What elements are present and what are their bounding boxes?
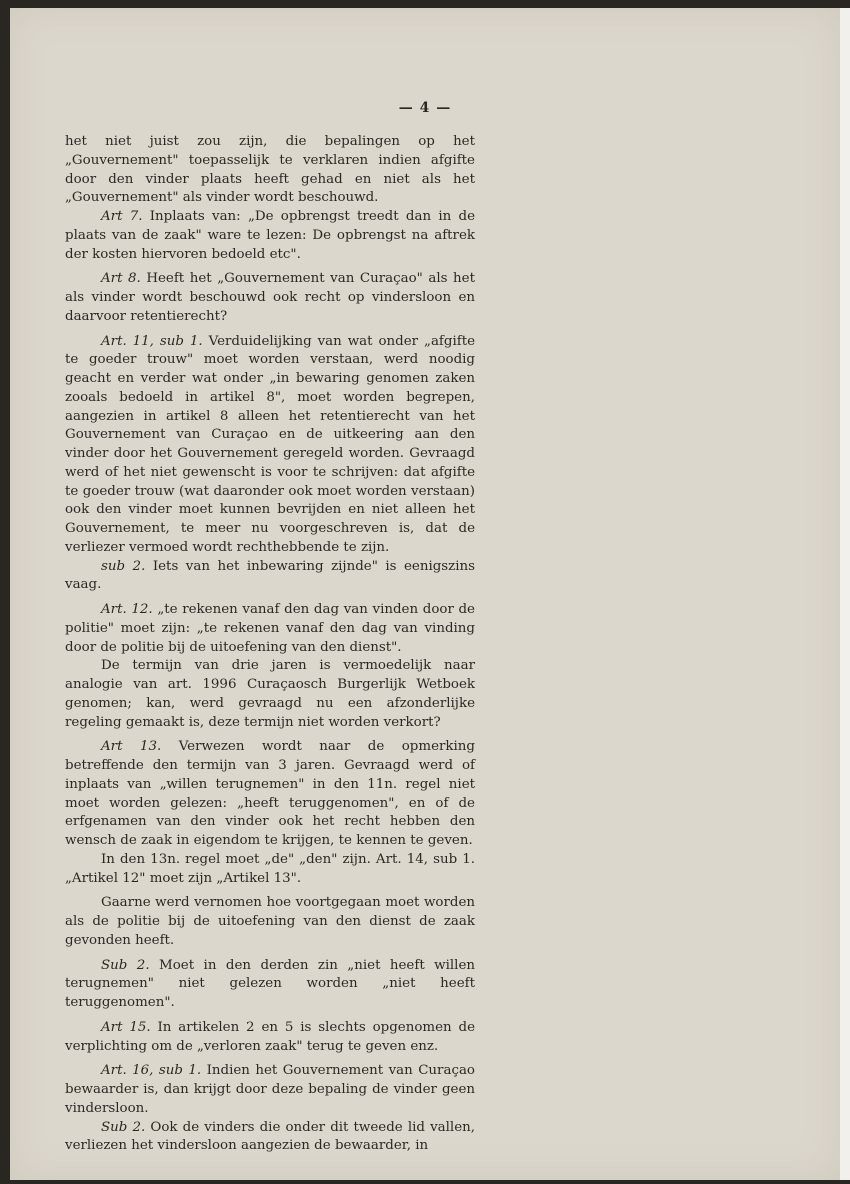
paragraph-art-15 (65, 1019, 475, 1057)
article-label: Art 7. (101, 209, 143, 224)
paragraph-sub-2-terugnemen (65, 957, 475, 1013)
article-label: Art. 12. (101, 602, 153, 617)
page-number: — 4 — (398, 100, 452, 116)
paragraph-art-11 (65, 333, 475, 558)
article-label: Sub 2. (101, 1119, 146, 1135)
paragraph-art-7 (65, 208, 475, 264)
paragraph-text: het niet juist zou zijn, die bepalingen op het „Gouvernement" toepasselijk te verklaren indien afgifte door den vinder plaats heeft gehad en niet als het „Gouvernement" als vinder wordt beschouwd. (65, 134, 475, 206)
paragraph-1 (65, 133, 475, 208)
paragraph-text: Gaarne werd vernomen hoe voortgegaan moet worden als de politie bij de uitoefening van den dienst de zaak gevonden heeft. (65, 895, 475, 948)
paragraph-art-12 (65, 601, 475, 657)
article-label: Art 13. (101, 739, 162, 755)
paragraph-text: Iets van het inbewaring zijnde" is eenigszins vaag. (65, 558, 476, 593)
article-label: Art. 16, sub 1. (101, 1063, 202, 1079)
paragraph-text: Verduidelijking van wat onder „afgifte te goeder trouw" moet worden verstaan, werd noodig geacht en verder wat onder „in bewaring genomen zaken zooals bedoeld in artikel 8", moet worden begrepen, aangezien in artikel 8 alleen het retentierecht van het Gouvernement van Curaçao en de uitkeering aan den vinder door het Gouvernement geregeld worden. Gevraagd werd of het niet gewenscht is voor te schrijven: dat afgifte te goeder trouw (wat daaronder ook moet worden verstaan) ook den vinder moet kunnen bevrijden en niet alleen het Gouvernement, te meer nu voorgeschreven is, dat de verliezer vermoed wordt rechthebbende te zijn. (65, 333, 476, 555)
paragraph-text: Moet in den derden zin „niet heeft willen terugnemen" niet gelezen worden „niet heeft teruggenomen". (65, 957, 475, 1010)
article-label: Art 15. (101, 1019, 151, 1035)
paragraph-termijn (65, 657, 475, 732)
paragraph-text: „te rekenen vanaf den dag van vinden door de politie" moet zijn: „te rekenen vanaf den dag van vinding door de politie bij de uitoefening van den dienst". (65, 602, 475, 655)
paragraph-art-8 (65, 270, 475, 326)
article-label: Art. 11, sub 1. (101, 333, 203, 349)
paragraph-text: Verwezen wordt naar de opmerking betreffende den termijn van 3 jaren. Gevraagd werd of inplaats van „willen terugnemen" in den 11n. regel niet moet worden gelezen: „heeft teruggenomen", en of de erfgenamen van den vinder ook het recht hebben den wensch de zaak in eigendom te krijgen, te kennen te geven. (65, 739, 475, 848)
document-page (10, 8, 840, 1180)
paragraph-art-14 (65, 851, 475, 889)
paragraph-sub-2-vinders (65, 1119, 475, 1157)
body-text (65, 133, 475, 1156)
paragraph-text: Inplaats van: „De opbrengst treedt dan in de plaats van de zaak" ware te lezen: De opbrengst na aftrek der kosten hiervoren bedoeld etc". (65, 209, 475, 262)
article-label: Sub 2. (101, 957, 150, 973)
article-label: Art 8. (101, 271, 141, 287)
paragraph-art-13 (65, 738, 475, 851)
paragraph-text: De termijn van drie jaren is vermoedelijk naar analogie van art. 1996 Curaçaosch Burgerlijk Wetboek genomen; kan, werd gevraagd nu een afzonderlijke regeling gemaakt is, deze termijn niet worden verkort? (65, 658, 475, 730)
paragraph-text: In den 13n. regel moet „de" „den" zijn. Art. 14, sub 1. „Artikel 12" moet zijn „Artikel 13". (65, 851, 475, 886)
paragraph-text: Indien het Gouvernement van Curaçao bewaarder is, dan krijgt door deze bepaling de vinder geen vindersloon. (65, 1063, 475, 1116)
paragraph-text: Ook de vinders die onder dit tweede lid vallen, verliezen het vindersloon aangezien de bewaarder, in (65, 1119, 476, 1154)
scan-edge (840, 8, 850, 1180)
paragraph-text: In artikelen 2 en 5 is slechts opgenomen de verplichting om de „verloren zaak" terug te geven enz. (65, 1019, 476, 1054)
paragraph-art-16 (65, 1062, 475, 1118)
paragraph-art-11-sub-2 (65, 558, 475, 596)
article-label: sub 2. (101, 558, 146, 574)
paragraph-politie (65, 894, 475, 950)
paragraph-text: Heeft het „Gouvernement van Curaçao" als het als vinder wordt beschouwd ook recht op vindersloon en daarvoor retentierecht? (65, 271, 475, 324)
